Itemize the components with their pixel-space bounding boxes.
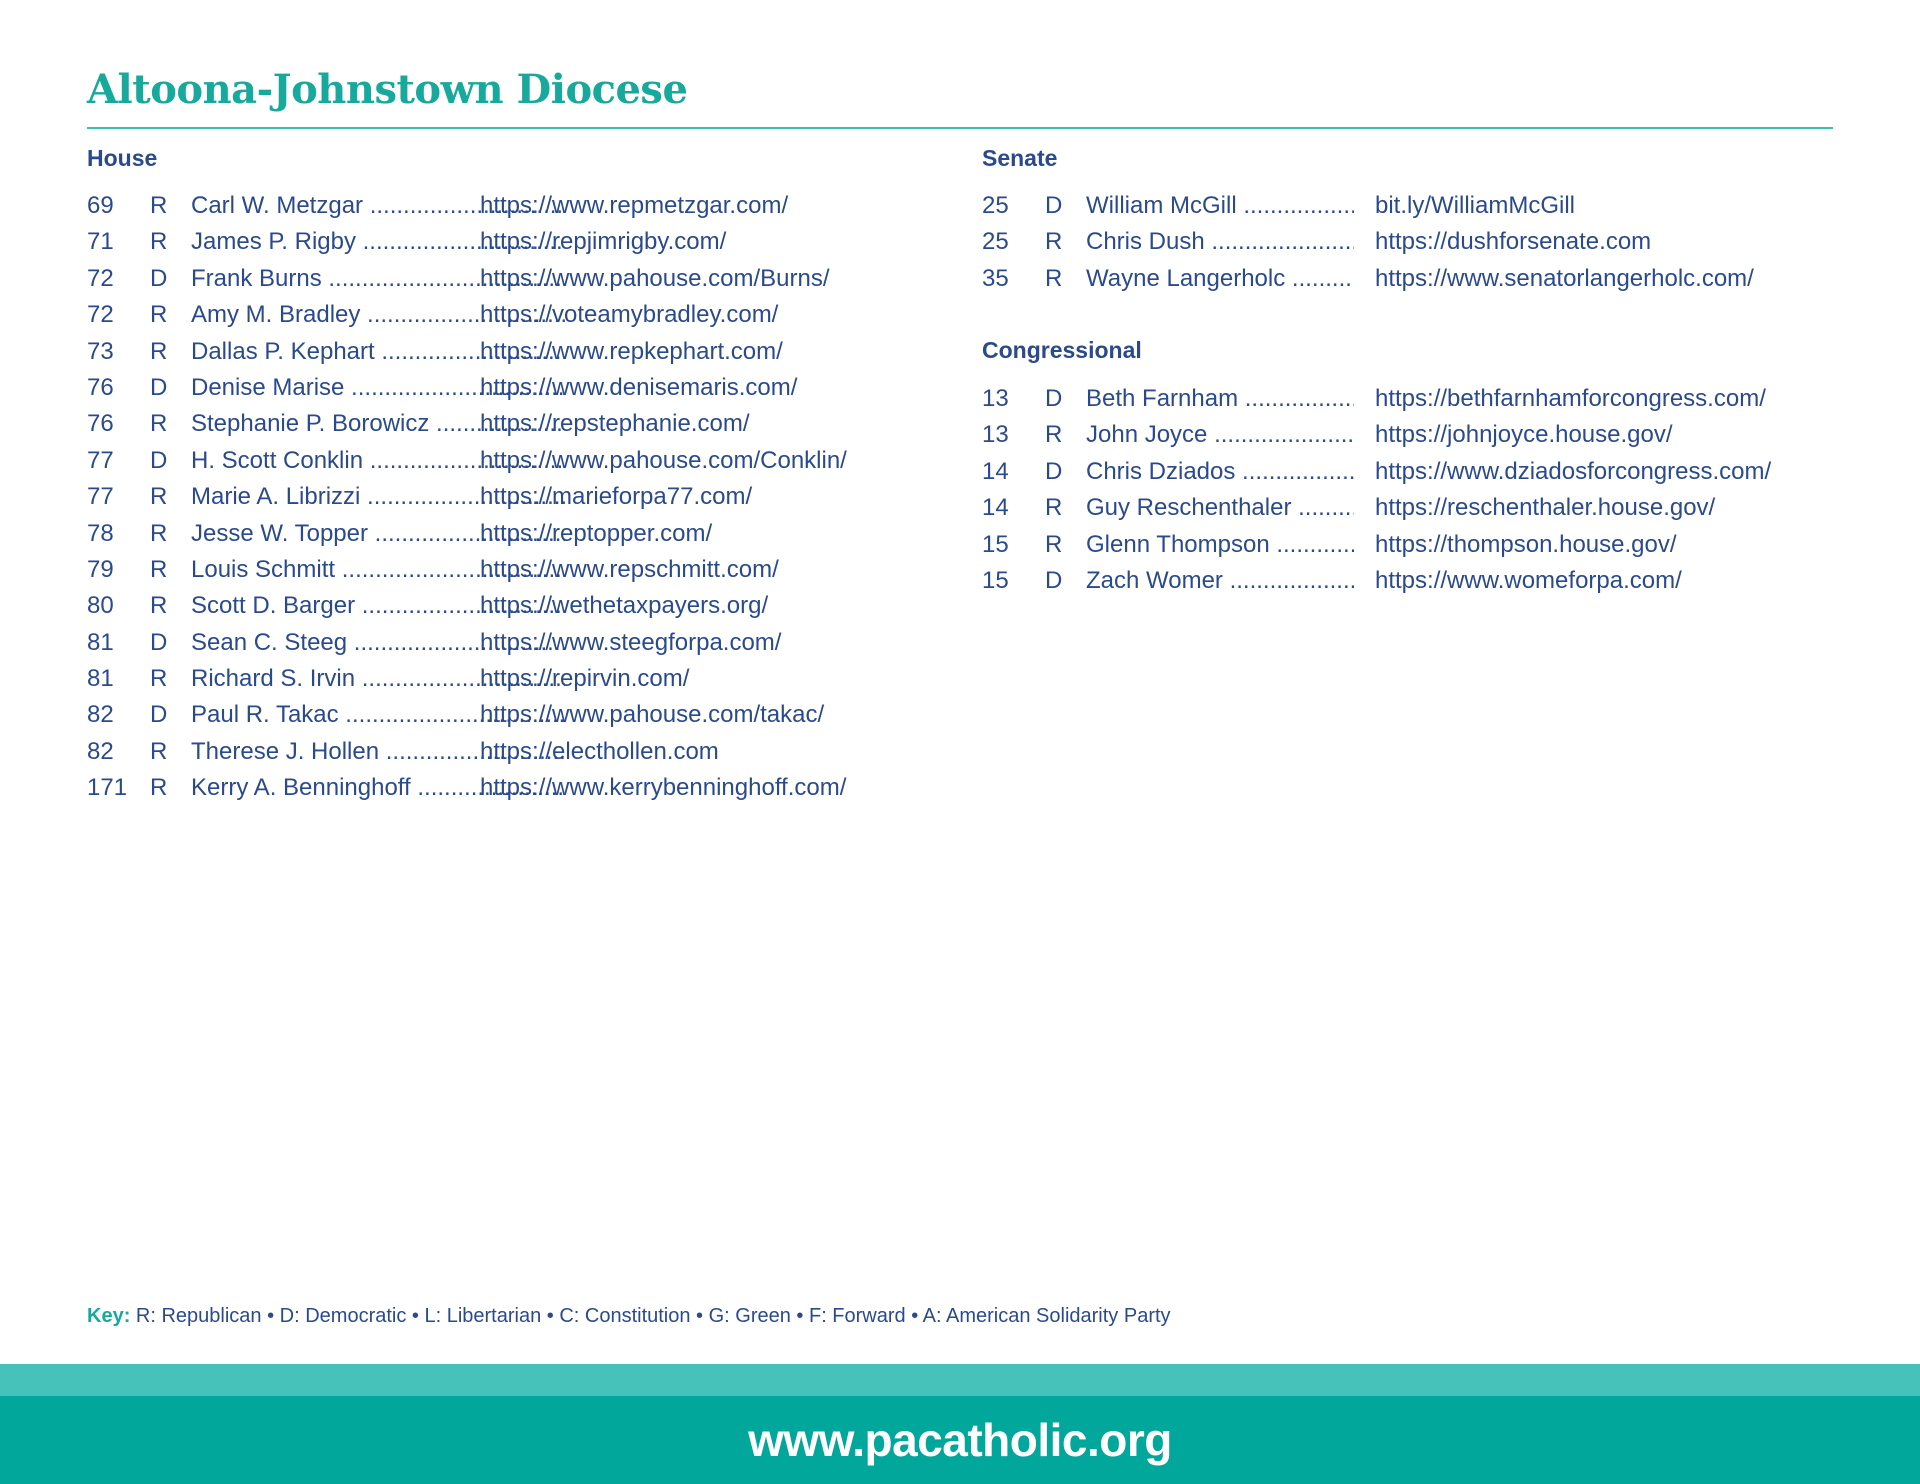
candidate-name: Marie A. Librizzi ..... (191, 479, 565, 515)
party-code: R (150, 519, 168, 547)
candidate-name: Wayne Langerholc ..... (1086, 261, 1354, 297)
candidate-website-link[interactable]: https://johnjoyce.house.gov/ (1375, 421, 1673, 449)
candidate-website-link[interactable]: https://repstephanie.com/ (480, 410, 750, 438)
party-code: D (1045, 566, 1063, 594)
title-divider (87, 127, 1833, 129)
candidate-name: Glenn Thompson ..... (1086, 527, 1354, 563)
candidate-website-link[interactable]: https://www.pahouse.com/Conklin/ (480, 446, 847, 474)
district-number: 15 (982, 566, 1009, 594)
party-code: R (150, 665, 168, 693)
party-code: R (150, 555, 168, 583)
candidate-website-link[interactable]: https://www.repkephart.com/ (480, 337, 783, 365)
candidate-website-link[interactable]: https://www.pahouse.com/takac/ (480, 701, 825, 729)
candidate-website-link[interactable]: https://www.pahouse.com/Burns/ (480, 264, 830, 292)
candidate-website-link[interactable]: https://wethetaxpayers.org/ (480, 592, 769, 620)
congressional-heading: Congressional (982, 337, 1142, 363)
district-number: 14 (982, 457, 1009, 485)
candidate-name: Chris Dziados ..... (1086, 454, 1354, 490)
district-number: 72 (87, 264, 114, 292)
candidate-name: Jesse W. Topper ..... (191, 516, 565, 552)
district-number: 80 (87, 592, 114, 620)
candidate-name: James P. Rigby ..... (191, 224, 565, 260)
district-number: 35 (982, 264, 1009, 292)
party-key (87, 1305, 1171, 1328)
party-code: R (150, 483, 168, 511)
candidate-name: Therese J. Hollen ..... (191, 734, 565, 770)
district-number: 76 (87, 373, 114, 401)
district-number: 72 (87, 301, 114, 329)
candidate-name: Zach Womer ..... (1086, 563, 1354, 599)
party-code: R (1045, 494, 1063, 522)
candidate-name: Denise Marise ..... (191, 370, 565, 406)
candidate-name: Richard S. Irvin ..... (191, 661, 565, 697)
candidate-name: Scott D. Barger ..... (191, 588, 565, 624)
candidate-website-link[interactable]: https://www.repschmitt.com/ (480, 555, 779, 583)
party-code: R (1045, 264, 1063, 292)
candidate-website-link[interactable]: https://dushforsenate.com (1375, 228, 1652, 256)
candidate-name: Amy M. Bradley ..... (191, 297, 565, 333)
party-code: D (150, 446, 168, 474)
candidate-name: Chris Dush ..... (1086, 224, 1354, 260)
candidate-name: Frank Burns ..... (191, 261, 565, 297)
party-code: R (1045, 228, 1063, 256)
candidate-name: H. Scott Conklin ..... (191, 443, 565, 479)
district-number: 171 (87, 774, 128, 802)
party-code: R (150, 410, 168, 438)
district-number: 13 (982, 385, 1009, 412)
candidate-website-link[interactable]: https://www.kerrybenninghoff.com/ (480, 774, 847, 802)
district-number: 25 (982, 228, 1009, 256)
party-code: R (1045, 530, 1063, 558)
party-code: R (150, 737, 168, 765)
senate-heading: Senate (982, 145, 1058, 171)
district-number: 71 (87, 228, 114, 256)
candidate-website-link[interactable]: https://www.dziadosforcongress.com/ (1375, 457, 1772, 485)
district-number: 81 (87, 628, 114, 656)
district-number: 77 (87, 483, 114, 511)
party-code: R (150, 774, 168, 802)
candidate-website-link[interactable]: https://www.senatorlangerholc.com/ (1375, 264, 1754, 292)
candidate-website-link[interactable]: https://www.womeforpa.com/ (1375, 566, 1682, 594)
district-number: 78 (87, 519, 114, 547)
candidate-website-link[interactable]: https://bethfarnhamforcongress.com/ (1375, 385, 1766, 412)
candidate-website-link[interactable]: https://repirvin.com/ (480, 665, 690, 693)
district-number: 82 (87, 737, 114, 765)
candidate-name: Paul R. Takac ..... (191, 697, 565, 733)
candidate-website-link[interactable]: https://voteamybradley.com/ (480, 301, 779, 329)
party-code: D (1045, 457, 1063, 485)
candidate-name: Beth Farnham ..... (1086, 381, 1354, 417)
candidate-name: Sean C. Steeg ..... (191, 625, 565, 661)
party-code: D (150, 701, 168, 729)
district-number: 79 (87, 555, 114, 583)
candidate-website-link[interactable]: https://reschenthaler.house.gov/ (1375, 494, 1716, 522)
candidate-name: Stephanie P. Borowicz ..... (191, 406, 565, 442)
district-number: 13 (982, 421, 1009, 449)
party-code: R (1045, 421, 1063, 449)
candidate-website-link[interactable]: https://www.steegforpa.com/ (480, 628, 782, 656)
district-number: 73 (87, 337, 114, 365)
page-title: Altoona-Johnstown Diocese (87, 66, 688, 113)
party-code: R (150, 337, 168, 365)
candidate-name: Guy Reschenthaler ..... (1086, 490, 1354, 526)
candidate-website-link[interactable]: https://electhollen.com (480, 737, 719, 765)
party-code: R (150, 301, 168, 329)
party-code: R (150, 592, 168, 620)
district-number: 14 (982, 494, 1009, 522)
candidate-website-link[interactable]: https://thompson.house.gov/ (1375, 530, 1677, 558)
party-code: D (1045, 192, 1063, 219)
candidate-name: Louis Schmitt ..... (191, 552, 565, 588)
candidate-name: Carl W. Metzgar ..... (191, 188, 565, 224)
district-number: 15 (982, 530, 1009, 558)
candidate-website-link[interactable]: https://marieforpa77.com/ (480, 483, 753, 511)
district-number: 77 (87, 446, 114, 474)
district-number: 25 (982, 192, 1009, 219)
candidate-name: Kerry A. Benninghoff ..... (191, 770, 565, 806)
footer-band-light (0, 1364, 1920, 1396)
candidate-website-link[interactable]: https://www.repmetzgar.com/ (480, 192, 789, 219)
candidate-website-link[interactable]: bit.ly/WilliamMcGill (1375, 192, 1575, 219)
district-number: 76 (87, 410, 114, 438)
key-text: R: Republican • D: Democratic • L: Libertarian • C: Constitution • G: Green • F: Forward • A: American Solidarity Party (135, 1305, 1171, 1327)
candidate-website-link[interactable]: https://www.denisemaris.com/ (480, 373, 798, 401)
key-label: Key: (87, 1305, 131, 1327)
candidate-website-link[interactable]: https://reptopper.com/ (480, 519, 713, 547)
party-code: D (150, 373, 168, 401)
footer-website-link[interactable]: www.pacatholic.org (748, 1414, 1172, 1466)
party-code: R (150, 192, 168, 219)
party-code: D (1045, 385, 1063, 412)
district-number: 69 (87, 192, 114, 219)
candidate-name: William McGill ..... (1086, 188, 1354, 224)
candidate-name: Dallas P. Kephart ..... (191, 334, 565, 370)
house-heading: House (87, 145, 158, 171)
party-code: R (150, 228, 168, 256)
party-code: D (150, 628, 168, 656)
candidate-name: John Joyce ..... (1086, 417, 1354, 453)
district-number: 81 (87, 665, 114, 693)
district-number: 82 (87, 701, 114, 729)
candidate-website-link[interactable]: https://repjimrigby.com/ (480, 228, 727, 256)
party-code: D (150, 264, 168, 292)
